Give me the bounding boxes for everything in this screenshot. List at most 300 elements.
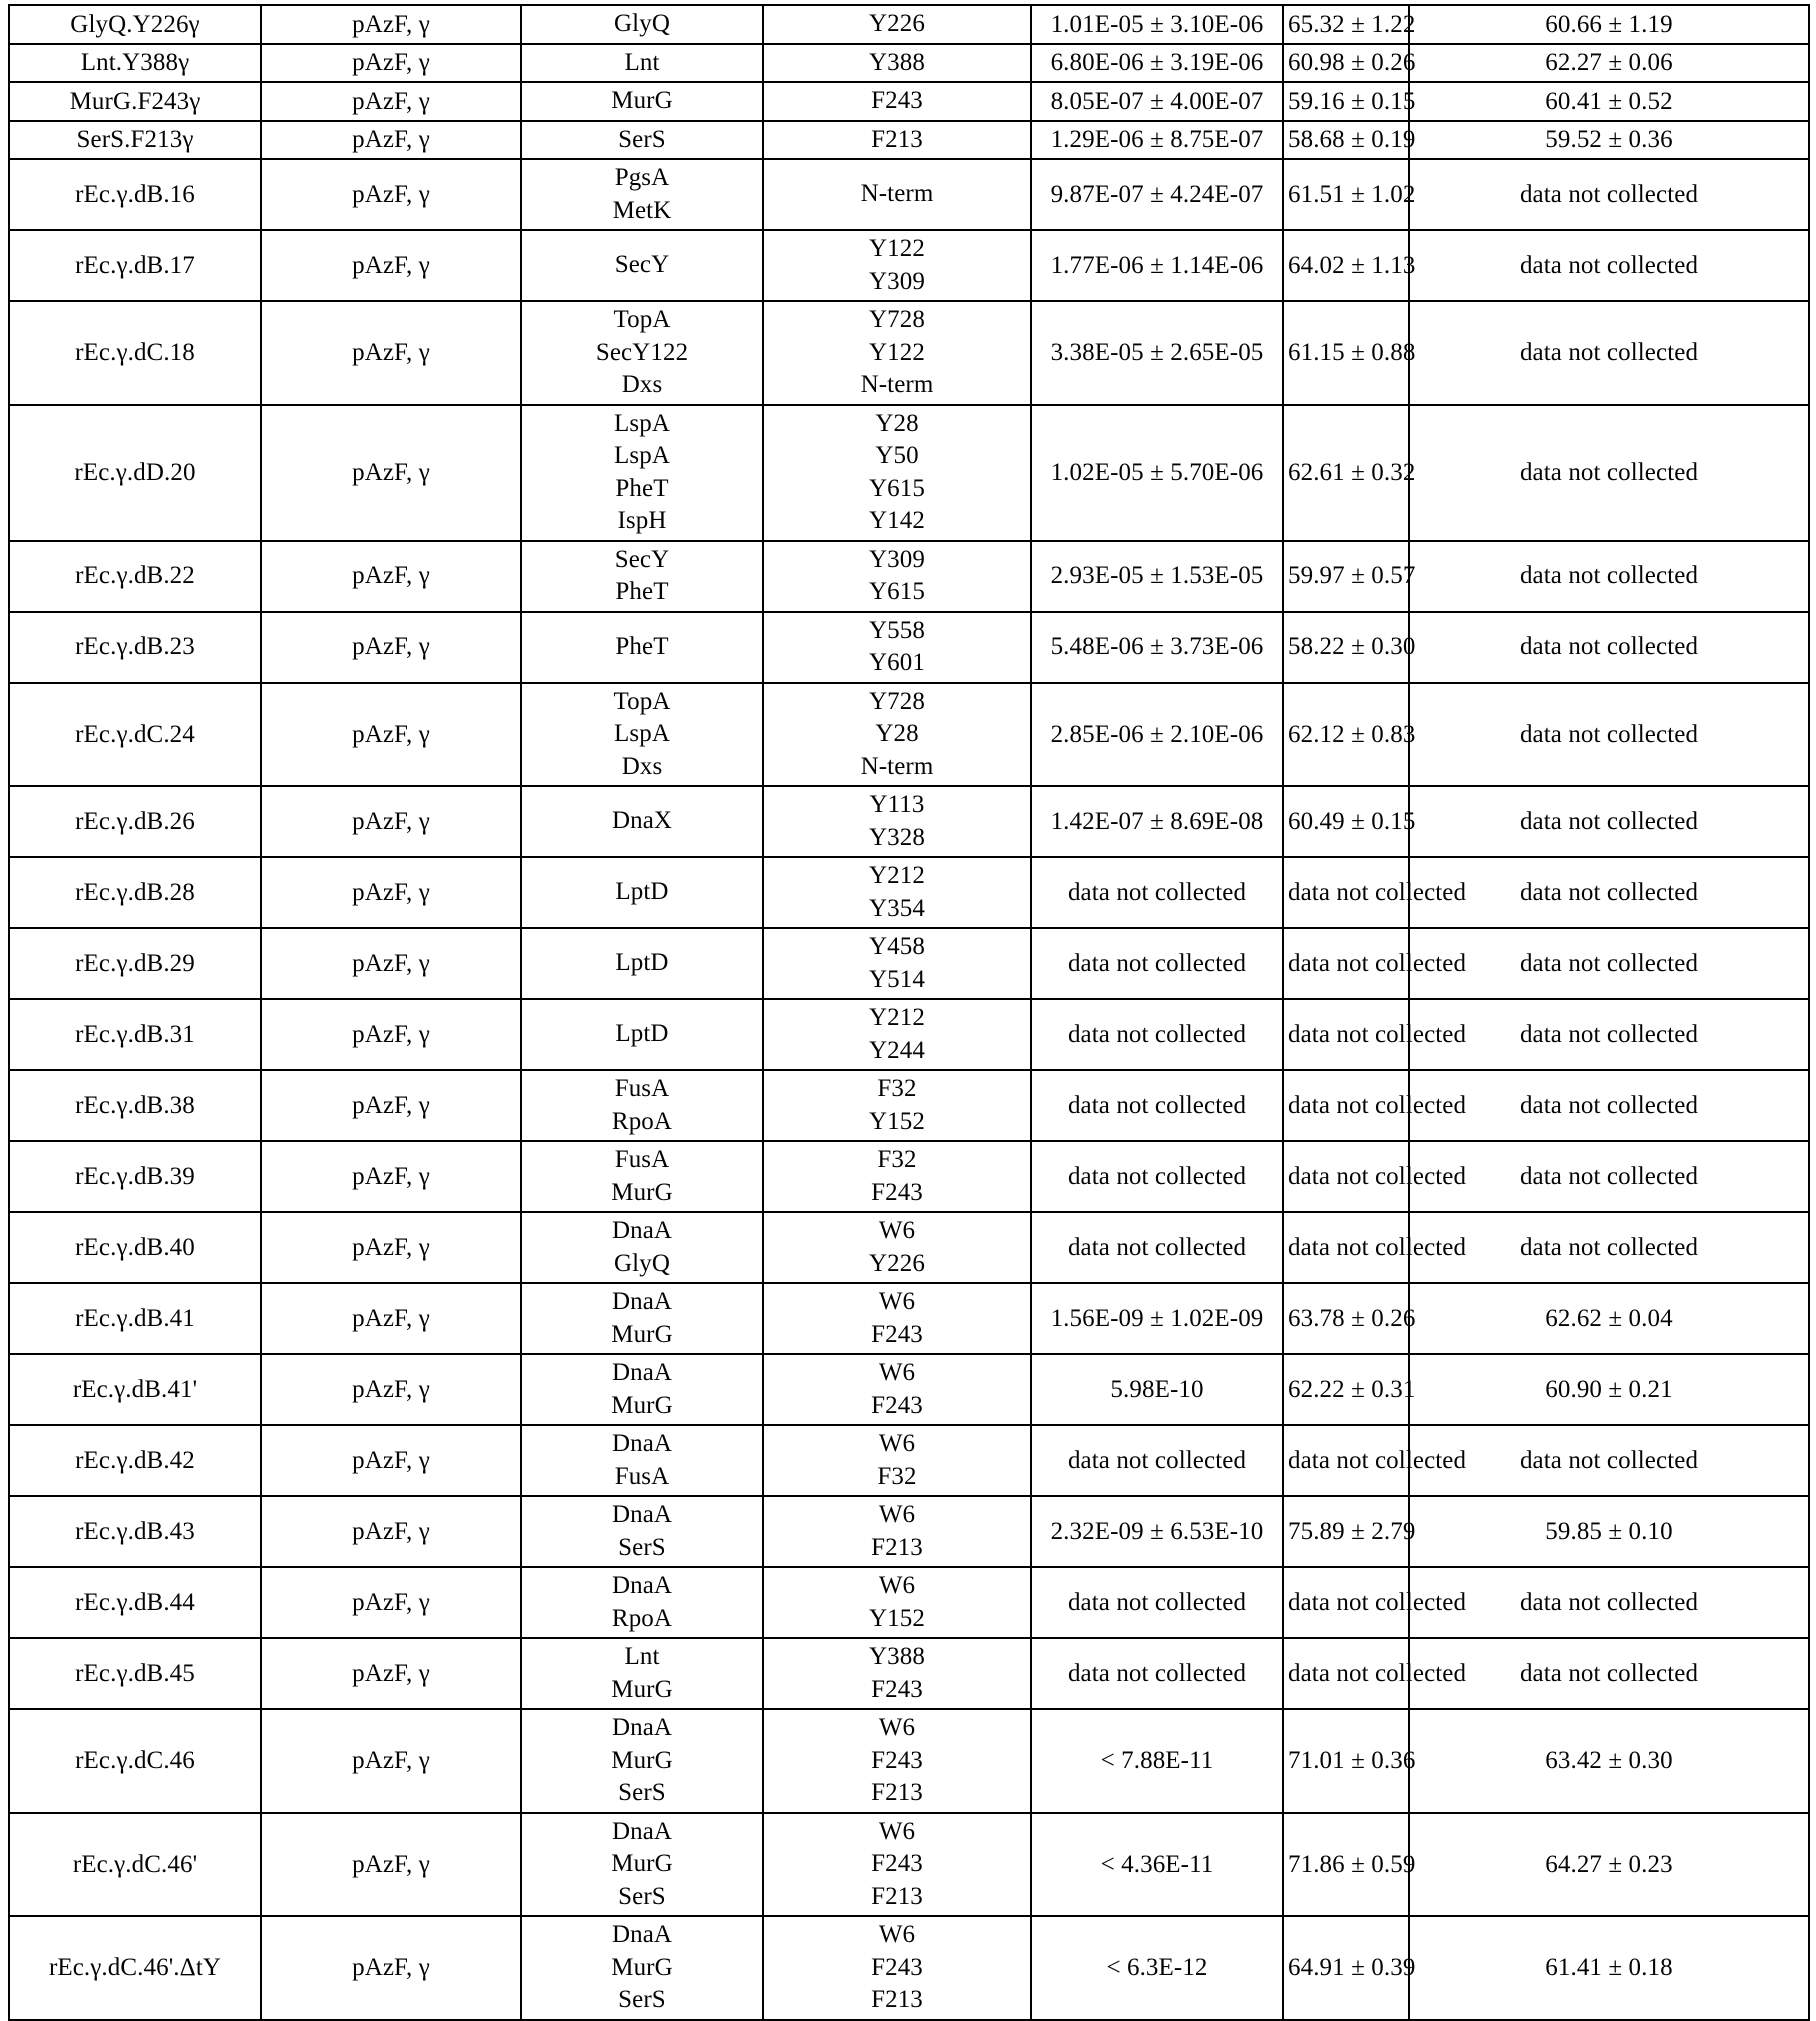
cell-amber-system: pAzF, γ — [261, 44, 521, 83]
cell-amber-system: pAzF, γ — [261, 159, 521, 230]
cell-protein-list — [526, 1144, 758, 1209]
cell-protein-item: LptD — [615, 878, 669, 906]
cell-amber-system: pAzF, γ — [261, 1212, 521, 1283]
table-row — [9, 1638, 1809, 1709]
cell-protein-list — [526, 1286, 758, 1351]
cell-protein-item: DnaA — [611, 1501, 673, 1528]
cell-tm1: 62.22 ± 0.31 — [1283, 1354, 1409, 1425]
cell-residue-item: Y122 — [869, 338, 925, 366]
cell-protein-item: RpoA — [611, 1107, 673, 1135]
cell-residue-item: F213 — [871, 1779, 923, 1806]
cell-residue-list — [768, 1428, 1026, 1493]
cell-residue-list — [768, 544, 1026, 609]
cell-strain: rEc.γ.dB.23 — [9, 612, 261, 683]
cell-residue-list — [768, 1919, 1026, 2017]
cell-protein — [521, 786, 763, 857]
cell-residue-item: F213 — [871, 125, 923, 153]
cell-tm2: data not collected — [1409, 1212, 1809, 1283]
cell-protein — [521, 1354, 763, 1425]
cell-tm1: 62.61 ± 0.32 — [1283, 405, 1409, 541]
cell-amber-system: pAzF, γ — [261, 1709, 521, 1813]
cell-value: data not collected — [1031, 1141, 1283, 1212]
cell-residue — [763, 928, 1031, 999]
cell-value: < 7.88E-11 — [1031, 1709, 1283, 1813]
cell-strain: rEc.γ.dD.20 — [9, 405, 261, 541]
cell-strain: rEc.γ.dB.44 — [9, 1567, 261, 1638]
cell-amber-system: pAzF, γ — [261, 1354, 521, 1425]
cell-protein — [521, 1283, 763, 1354]
cell-tm1: 58.22 ± 0.30 — [1283, 612, 1409, 683]
cell-protein-item: Dxs — [621, 371, 663, 398]
table-row — [9, 1813, 1809, 1917]
cell-value: 2.93E-05 ± 1.53E-05 — [1031, 541, 1283, 612]
cell-protein-item: DnaA — [611, 1714, 673, 1741]
cell-protein-list — [526, 47, 758, 80]
cell-amber-system: pAzF, γ — [261, 1070, 521, 1141]
cell-protein-list — [526, 805, 758, 838]
cell-residue-item: N-term — [860, 752, 934, 780]
cell-residue-item: Y50 — [875, 442, 919, 469]
cell-protein — [521, 1425, 763, 1496]
cell-protein-item: PgsA — [614, 164, 670, 191]
cell-protein — [521, 5, 763, 44]
cell-tm1: data not collected — [1283, 857, 1409, 928]
cell-residue-item: F243 — [871, 1675, 923, 1703]
cell-tm1: 59.16 ± 0.15 — [1283, 82, 1409, 121]
cell-tm2: data not collected — [1409, 405, 1809, 541]
cell-strain: rEc.γ.dB.41 — [9, 1283, 261, 1354]
table-row — [9, 928, 1809, 999]
table-row — [9, 82, 1809, 121]
cell-amber-system: pAzF, γ — [261, 541, 521, 612]
cell-value: 1.29E-06 ± 8.75E-07 — [1031, 121, 1283, 160]
cell-residue-list — [768, 178, 1026, 211]
cell-protein-item: DnaA — [611, 1288, 673, 1315]
cell-protein — [521, 1813, 763, 1917]
cell-strain: rEc.γ.dC.18 — [9, 301, 261, 405]
cell-residue-item: Y309 — [869, 545, 925, 573]
table-row — [9, 857, 1809, 928]
cell-residue-item: N-term — [860, 371, 934, 398]
cell-amber-system: pAzF, γ — [261, 301, 521, 405]
cell-residue-item: F243 — [871, 1953, 923, 1981]
cell-protein-list — [526, 947, 758, 980]
cell-strain: Lnt.Y388γ — [9, 44, 261, 83]
cell-strain: rEc.γ.dB.22 — [9, 541, 261, 612]
cell-residue-item: Y212 — [869, 862, 925, 889]
cell-residue — [763, 1141, 1031, 1212]
cell-protein-item: MurG — [611, 1850, 673, 1877]
cell-tm1: 75.89 ± 2.79 — [1283, 1496, 1409, 1567]
cell-tm1: data not collected — [1283, 1638, 1409, 1709]
cell-protein — [521, 1916, 763, 2020]
cell-value: 9.87E-07 ± 4.24E-07 — [1031, 159, 1283, 230]
cell-amber-system: pAzF, γ — [261, 82, 521, 121]
cell-tm1: data not collected — [1283, 1567, 1409, 1638]
cell-protein-item: TopA — [613, 306, 671, 333]
cell-tm1: data not collected — [1283, 1070, 1409, 1141]
cell-protein-item: LspA — [614, 442, 670, 469]
cell-strain: rEc.γ.dC.46 — [9, 1709, 261, 1813]
cell-residue-item: W6 — [878, 1921, 916, 1948]
cell-protein-item: LptD — [615, 1020, 669, 1048]
cell-residue-item: F32 — [877, 1146, 917, 1173]
cell-residue-item: W6 — [878, 1714, 916, 1741]
table-row — [9, 1567, 1809, 1638]
cell-residue-item: F243 — [871, 1391, 923, 1419]
cell-residue — [763, 857, 1031, 928]
cell-residue — [763, 159, 1031, 230]
cell-value: 5.98E-10 — [1031, 1354, 1283, 1425]
cell-tm2: data not collected — [1409, 301, 1809, 405]
cell-value: < 6.3E-12 — [1031, 1916, 1283, 2020]
cell-residue-list — [768, 408, 1026, 538]
cell-strain: rEc.γ.dB.29 — [9, 928, 261, 999]
cell-protein-item: GlyQ — [614, 10, 670, 37]
cell-protein — [521, 541, 763, 612]
cell-tm2: 62.27 ± 0.06 — [1409, 44, 1809, 83]
cell-protein-list — [526, 1357, 758, 1422]
cell-residue-item: Y601 — [869, 649, 925, 676]
table-row — [9, 541, 1809, 612]
cell-residue-list — [768, 8, 1026, 41]
table-row — [9, 1070, 1809, 1141]
cell-protein-list — [526, 1570, 758, 1635]
cell-residue-item: F213 — [871, 1882, 923, 1910]
cell-residue-list — [768, 124, 1026, 157]
cell-strain: rEc.γ.dB.26 — [9, 786, 261, 857]
cell-residue — [763, 230, 1031, 301]
cell-protein-item: DnaA — [611, 1817, 673, 1845]
cell-amber-system: pAzF, γ — [261, 1425, 521, 1496]
cell-amber-system: pAzF, γ — [261, 1638, 521, 1709]
cell-protein-item: MurG — [611, 1178, 673, 1206]
cell-value: data not collected — [1031, 1070, 1283, 1141]
cell-protein — [521, 1709, 763, 1813]
table-row — [9, 1212, 1809, 1283]
cell-tm1: 59.97 ± 0.57 — [1283, 541, 1409, 612]
cell-residue-item: Y152 — [869, 1604, 925, 1632]
cell-amber-system: pAzF, γ — [261, 5, 521, 44]
cell-residue-item: Y28 — [875, 409, 919, 437]
cell-residue-item: W6 — [878, 1501, 916, 1528]
cell-residue-item: F213 — [871, 1533, 923, 1561]
cell-protein-item: FusA — [614, 1075, 670, 1102]
cell-protein-list — [526, 8, 758, 41]
cell-strain: rEc.γ.dB.38 — [9, 1070, 261, 1141]
table-row — [9, 159, 1809, 230]
table-row — [9, 1354, 1809, 1425]
cell-amber-system: pAzF, γ — [261, 1567, 521, 1638]
cell-protein — [521, 82, 763, 121]
cell-residue-list — [768, 686, 1026, 784]
cell-protein-item: MurG — [611, 1320, 673, 1348]
cell-protein-list — [526, 1073, 758, 1138]
table-row — [9, 301, 1809, 405]
cell-value: data not collected — [1031, 857, 1283, 928]
cell-protein-item: GlyQ — [614, 1249, 670, 1277]
cell-protein-item: DnaA — [611, 1921, 673, 1948]
cell-value: 1.02E-05 ± 5.70E-06 — [1031, 405, 1283, 541]
cell-residue — [763, 301, 1031, 405]
cell-protein-item: SecY — [614, 251, 670, 279]
cell-protein-item: FusA — [614, 1462, 670, 1490]
cell-residue — [763, 1567, 1031, 1638]
cell-protein-list — [526, 1018, 758, 1051]
cell-residue — [763, 1425, 1031, 1496]
cell-residue-list — [768, 1570, 1026, 1635]
cell-value: data not collected — [1031, 928, 1283, 999]
cell-residue-item: W6 — [878, 1217, 916, 1244]
cell-tm2: 63.42 ± 0.30 — [1409, 1709, 1809, 1813]
cell-protein-item: MurG — [611, 87, 673, 114]
cell-residue-item: Y558 — [869, 616, 925, 644]
table-row — [9, 612, 1809, 683]
cell-strain: GlyQ.Y226γ — [9, 5, 261, 44]
cell-residue-item: F213 — [871, 1986, 923, 2013]
cell-amber-system: pAzF, γ — [261, 612, 521, 683]
table-row — [9, 1425, 1809, 1496]
cell-tm2: data not collected — [1409, 928, 1809, 999]
cell-protein — [521, 1212, 763, 1283]
cell-tm1: 64.02 ± 1.13 — [1283, 230, 1409, 301]
cell-residue-list — [768, 931, 1026, 996]
cell-strain: rEc.γ.dB.17 — [9, 230, 261, 301]
cell-protein — [521, 1496, 763, 1567]
cell-tm2: 64.27 ± 0.23 — [1409, 1813, 1809, 1917]
cell-tm2: data not collected — [1409, 1070, 1809, 1141]
cell-protein-list — [526, 124, 758, 157]
cell-value: data not collected — [1031, 1212, 1283, 1283]
cell-strain: rEc.γ.dB.31 — [9, 999, 261, 1070]
cell-residue — [763, 5, 1031, 44]
cell-residue — [763, 121, 1031, 160]
cell-strain: MurG.F243γ — [9, 82, 261, 121]
cell-protein-list — [526, 85, 758, 118]
cell-protein — [521, 405, 763, 541]
cell-protein-item: SerS — [618, 1533, 666, 1561]
cell-residue-item: Y212 — [869, 1004, 925, 1031]
cell-amber-system: pAzF, γ — [261, 121, 521, 160]
cell-tm2: 59.52 ± 0.36 — [1409, 121, 1809, 160]
cell-residue-list — [768, 1499, 1026, 1564]
table-row — [9, 786, 1809, 857]
cell-value: data not collected — [1031, 999, 1283, 1070]
cell-protein-list — [526, 1499, 758, 1564]
cell-residue-item: Y388 — [869, 1643, 925, 1670]
cell-residue-item: Y728 — [869, 687, 925, 715]
table-row — [9, 1141, 1809, 1212]
cell-residue-item: F243 — [871, 1850, 923, 1877]
cell-amber-system: pAzF, γ — [261, 1141, 521, 1212]
cell-amber-system: pAzF, γ — [261, 405, 521, 541]
cell-protein-item: MurG — [611, 1675, 673, 1703]
cell-residue — [763, 541, 1031, 612]
cell-value: 1.56E-09 ± 1.02E-09 — [1031, 1283, 1283, 1354]
cell-residue-item: W6 — [878, 1430, 916, 1457]
cell-amber-system: pAzF, γ — [261, 683, 521, 787]
cell-protein-item: SecY122 — [595, 338, 689, 366]
cell-tm1: 61.51 ± 1.02 — [1283, 159, 1409, 230]
cell-residue-item: F32 — [877, 1462, 917, 1490]
cell-strain: rEc.γ.dB.43 — [9, 1496, 261, 1567]
cell-tm2: data not collected — [1409, 159, 1809, 230]
table-row — [9, 683, 1809, 787]
cell-protein-list — [526, 1641, 758, 1706]
cell-protein — [521, 1141, 763, 1212]
cell-tm1: 60.49 ± 0.15 — [1283, 786, 1409, 857]
cell-value: 6.80E-06 ± 3.19E-06 — [1031, 44, 1283, 83]
cell-tm2: data not collected — [1409, 612, 1809, 683]
cell-tm1: 71.01 ± 0.36 — [1283, 1709, 1409, 1813]
cell-tm1: 64.91 ± 0.39 — [1283, 1916, 1409, 2020]
cell-protein-item: MetK — [612, 196, 672, 224]
cell-residue-item: W6 — [878, 1817, 916, 1845]
cell-protein — [521, 159, 763, 230]
cell-residue-item: Y152 — [869, 1107, 925, 1135]
cell-protein-item: MurG — [611, 1391, 673, 1419]
cell-tm1: data not collected — [1283, 1141, 1409, 1212]
cell-value: 1.77E-06 ± 1.14E-06 — [1031, 230, 1283, 301]
cell-residue-list — [768, 1002, 1026, 1067]
cell-strain: rEc.γ.dC.24 — [9, 683, 261, 787]
cell-tm2: data not collected — [1409, 1141, 1809, 1212]
cell-protein-item: DnaA — [611, 1217, 673, 1244]
cell-protein-item: FusA — [614, 1146, 670, 1173]
cell-tm2: data not collected — [1409, 857, 1809, 928]
cell-tm1: 63.78 ± 0.26 — [1283, 1283, 1409, 1354]
cell-tm1: data not collected — [1283, 999, 1409, 1070]
cell-tm2: 62.62 ± 0.04 — [1409, 1283, 1809, 1354]
cell-residue-item: W6 — [878, 1359, 916, 1386]
cell-protein-list — [526, 1215, 758, 1280]
cell-residue — [763, 1070, 1031, 1141]
cell-residue — [763, 1916, 1031, 2020]
cell-residue-item: F243 — [871, 1746, 923, 1774]
cell-residue-list — [768, 1073, 1026, 1138]
cell-protein — [521, 301, 763, 405]
cell-residue-list — [768, 1286, 1026, 1351]
cell-residue — [763, 1283, 1031, 1354]
cell-residue — [763, 786, 1031, 857]
cell-residue — [763, 683, 1031, 787]
table-row — [9, 230, 1809, 301]
cell-residue-item: F243 — [871, 87, 923, 114]
cell-protein-list — [526, 304, 758, 402]
cell-strain: rEc.γ.dB.42 — [9, 1425, 261, 1496]
cell-residue-list — [768, 1357, 1026, 1422]
cell-strain: rEc.γ.dB.28 — [9, 857, 261, 928]
cell-amber-system: pAzF, γ — [261, 230, 521, 301]
cell-strain: rEc.γ.dB.45 — [9, 1638, 261, 1709]
cell-tm2: data not collected — [1409, 230, 1809, 301]
cell-protein — [521, 1638, 763, 1709]
cell-residue-item: F243 — [871, 1320, 923, 1348]
cell-value: 5.48E-06 ± 3.73E-06 — [1031, 612, 1283, 683]
cell-protein-item: LspA — [614, 720, 670, 747]
cell-tm1: data not collected — [1283, 1425, 1409, 1496]
cell-residue-item: W6 — [878, 1288, 916, 1315]
cell-protein — [521, 857, 763, 928]
cell-tm2: 59.85 ± 0.10 — [1409, 1496, 1809, 1567]
cell-protein-item: PheT — [615, 578, 669, 605]
cell-tm1: 60.98 ± 0.26 — [1283, 44, 1409, 83]
cell-residue-item: F243 — [871, 1178, 923, 1206]
cell-value: 1.01E-05 ± 3.10E-06 — [1031, 5, 1283, 44]
cell-residue-list — [768, 1215, 1026, 1280]
cell-residue-item: Y615 — [869, 474, 925, 502]
cell-tm1: 65.32 ± 1.22 — [1283, 5, 1409, 44]
cell-amber-system: pAzF, γ — [261, 999, 521, 1070]
cell-residue-item: Y28 — [875, 720, 919, 747]
cell-protein-item: DnaA — [611, 1572, 673, 1599]
cell-residue-item: Y354 — [869, 894, 925, 922]
cell-amber-system: pAzF, γ — [261, 1813, 521, 1917]
table-body — [9, 5, 1809, 2020]
cell-residue-list — [768, 233, 1026, 298]
cell-protein-item: PheT — [615, 632, 669, 660]
cell-tm2: data not collected — [1409, 683, 1809, 787]
cell-residue-list — [768, 85, 1026, 118]
cell-amber-system: pAzF, γ — [261, 1283, 521, 1354]
cell-residue — [763, 405, 1031, 541]
cell-tm2: data not collected — [1409, 999, 1809, 1070]
cell-residue-item: W6 — [878, 1572, 916, 1599]
cell-residue-item: Y226 — [869, 10, 925, 37]
cell-value: 1.42E-07 ± 8.69E-08 — [1031, 786, 1283, 857]
cell-residue — [763, 612, 1031, 683]
cell-strain: rEc.γ.dB.41' — [9, 1354, 261, 1425]
cell-value: < 4.36E-11 — [1031, 1813, 1283, 1917]
cell-protein — [521, 1567, 763, 1638]
strain-data-table — [8, 4, 1810, 2021]
cell-value: 2.85E-06 ± 2.10E-06 — [1031, 683, 1283, 787]
cell-tm1: data not collected — [1283, 928, 1409, 999]
cell-residue — [763, 44, 1031, 83]
cell-residue-item: Y244 — [869, 1036, 925, 1064]
cell-protein-item: SerS — [618, 1882, 666, 1910]
cell-protein-item: LptD — [615, 949, 669, 977]
table-row — [9, 1709, 1809, 1813]
cell-residue-list — [768, 47, 1026, 80]
cell-tm1: 61.15 ± 0.88 — [1283, 301, 1409, 405]
cell-residue — [763, 1496, 1031, 1567]
cell-residue-item: Y309 — [869, 267, 925, 295]
cell-tm1: 58.68 ± 0.19 — [1283, 121, 1409, 160]
cell-protein-list — [526, 1712, 758, 1810]
cell-residue-item: N-term — [860, 180, 934, 208]
cell-protein-item: Dxs — [621, 752, 663, 780]
cell-tm2: 60.90 ± 0.21 — [1409, 1354, 1809, 1425]
cell-residue-item: Y226 — [869, 1249, 925, 1277]
cell-residue-item: Y458 — [869, 933, 925, 960]
table-row — [9, 1496, 1809, 1567]
cell-strain: rEc.γ.dC.46' — [9, 1813, 261, 1917]
cell-residue-list — [768, 1144, 1026, 1209]
cell-protein-item: SerS — [618, 125, 666, 153]
cell-strain: rEc.γ.dB.39 — [9, 1141, 261, 1212]
cell-residue — [763, 1709, 1031, 1813]
cell-tm1: data not collected — [1283, 1212, 1409, 1283]
cell-residue — [763, 1638, 1031, 1709]
cell-protein-list — [526, 249, 758, 282]
cell-protein — [521, 121, 763, 160]
table-row — [9, 1283, 1809, 1354]
cell-amber-system: pAzF, γ — [261, 1916, 521, 2020]
cell-protein-list — [526, 1816, 758, 1914]
cell-residue-list — [768, 1712, 1026, 1810]
cell-residue-item: Y113 — [869, 791, 925, 818]
